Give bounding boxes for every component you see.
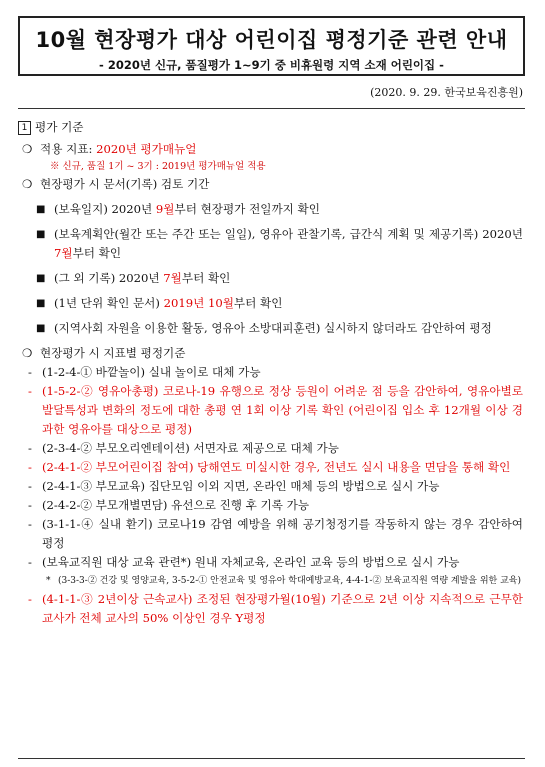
item-highlight: 2019년 10월 (163, 296, 234, 310)
item-text: (3-1-1-④ 실내 환기) 코로나19 감염 예방을 위해 공기청정기를 작동하지 않는 경우 감안하여 평정 (42, 517, 523, 550)
item-text: (보육교직원 대상 교육 관련*) 원내 자체교육, 온라인 교육 등의 방법으로 실시 가능 (42, 555, 460, 569)
item-text: (보육계획안(월간 또는 주간 또는 일일), 영유아 관찰기록, 급간식 계획 및 제공기록) 2020년 (54, 227, 523, 241)
item-text: 부터 현장평가 전일까지 확인 (174, 202, 320, 216)
circle-bullet-icon: ❍ (22, 177, 33, 191)
top-divider (18, 108, 525, 109)
list-item (18, 496, 523, 515)
list-item (18, 269, 523, 288)
square-bullet-icon: ■ (36, 298, 46, 309)
item-text: (보육일지) 2020년 (54, 202, 156, 216)
list-item (18, 363, 523, 382)
page-subtitle: - 2020년 신규, 품질평가 1~9기 중 비휴원령 지역 소재 어린이집 - (99, 58, 444, 72)
title-box (18, 16, 525, 76)
item-text: (1-5-2-② 영유아총평) 코로나-19 유행으로 정상 등원이 어려운 점 등을 감안하여, 영유아별로 발달특성과 변화의 정도에 대한 총평 연 1회 이상 기록 확인 (어린이집 입소 후 12개월 이상 경과한 영유아를 대상으로 평정) (42, 384, 523, 436)
list-item (18, 294, 523, 313)
section-heading (18, 118, 523, 137)
section-title: 평가 기준 (35, 120, 84, 134)
footnote-text: (3-3-3-② 건강 및 영양교육, 3-5-2-① 안전교육 및 영유아 학대예방교육, 4-4-1-② 보육교직원 역량 계발을 위한 교육) (58, 576, 521, 586)
list-item (18, 319, 523, 338)
dash-bullet: - (28, 592, 32, 606)
footnote (18, 574, 523, 588)
section-number: 1 (18, 121, 31, 135)
item-text: (지역사회 자원을 이용한 활동, 영유아 소방대피훈련) 실시하지 않더라도 감안하여 평정 (54, 321, 492, 335)
item-text: 부터 확인 (233, 296, 283, 310)
circle-bullet-icon: ❍ (22, 346, 33, 360)
item-text: (1년 단위 확인 문서) (54, 296, 164, 310)
item-text: (2-4-1-③ 부모교육) 집단모임 이외 지면, 온라인 매체 등의 방법으로 실시 가능 (42, 479, 440, 493)
dash-bullet: - (28, 555, 32, 569)
footnote-mark: * (46, 576, 51, 586)
item-label: 적용 지표: (40, 142, 97, 156)
dash-bullet: - (28, 460, 32, 474)
note-text: ※ 신규, 품질 1기 ~ 3기 : 2019년 평가매뉴얼 적용 (50, 161, 266, 172)
dash-bullet: - (28, 479, 32, 493)
item-title: 현장평가 시 문서(기록) 검토 기간 (40, 177, 210, 191)
item-text: (4-1-1-③ 2년이상 근속교사) 조정된 현장평가월(10월) 기준으로 2년 이상 지속적으로 근무한 교사가 전체 교사의 50% 이상인 경우 Y평정 (42, 592, 523, 625)
dash-bullet: - (28, 498, 32, 512)
item-highlight: 9월 (155, 202, 175, 216)
circle-bullet-icon: ❍ (22, 142, 33, 156)
list-item (18, 382, 523, 439)
square-bullet-icon: ■ (36, 204, 46, 215)
square-bullet-icon: ■ (36, 323, 46, 334)
item-text: (1-2-4-① 바깥놀이) 실내 놀이로 대체 가능 (42, 365, 261, 379)
item-text: (2-4-1-② 부모어린이집 참여) 당해연도 미실시한 경우, 전년도 실시 내용을 면담을 통해 확인 (42, 460, 511, 474)
issue-date: (2020. 9. 29. 한국보육진흥원) (370, 86, 523, 99)
list-item (18, 477, 523, 496)
list-item (18, 458, 523, 477)
item-highlight: 2020년 평가매뉴얼 (96, 142, 197, 156)
item-text: (2-4-2-② 부모개별면담) 유선으로 진행 후 기록 가능 (42, 498, 310, 512)
dash-bullet: - (28, 365, 32, 379)
list-item (18, 553, 523, 572)
item-title: 현장평가 시 지표별 평정기준 (40, 346, 186, 360)
item-text: (2-3-4-② 부모오리엔테이션) 서면자료 제공으로 대체 가능 (42, 441, 339, 455)
list-item (18, 225, 523, 263)
criterion-indicator-rules (18, 344, 523, 363)
page-title: 10월 현장평가 대상 어린이집 평정기준 관련 안내 (35, 28, 508, 52)
item-highlight: 7월 (163, 271, 182, 285)
square-bullet-icon: ■ (36, 273, 46, 284)
dash-bullet: - (28, 441, 32, 455)
document-body (18, 118, 523, 628)
list-item (18, 439, 523, 458)
dash-bullet: - (28, 384, 32, 398)
list-item (18, 590, 523, 628)
item-highlight: 7월 (54, 246, 73, 260)
bottom-divider (18, 758, 525, 759)
list-item (18, 200, 523, 219)
square-bullet-icon: ■ (36, 229, 46, 240)
criterion-applied-indicator (18, 140, 523, 159)
item-text: 부터 확인 (72, 246, 122, 260)
list-item (18, 515, 523, 553)
criterion-document-period (18, 175, 523, 194)
item-text: 부터 확인 (181, 271, 231, 285)
item-text: (그 외 기록) 2020년 (54, 271, 164, 285)
dash-bullet: - (28, 517, 32, 531)
